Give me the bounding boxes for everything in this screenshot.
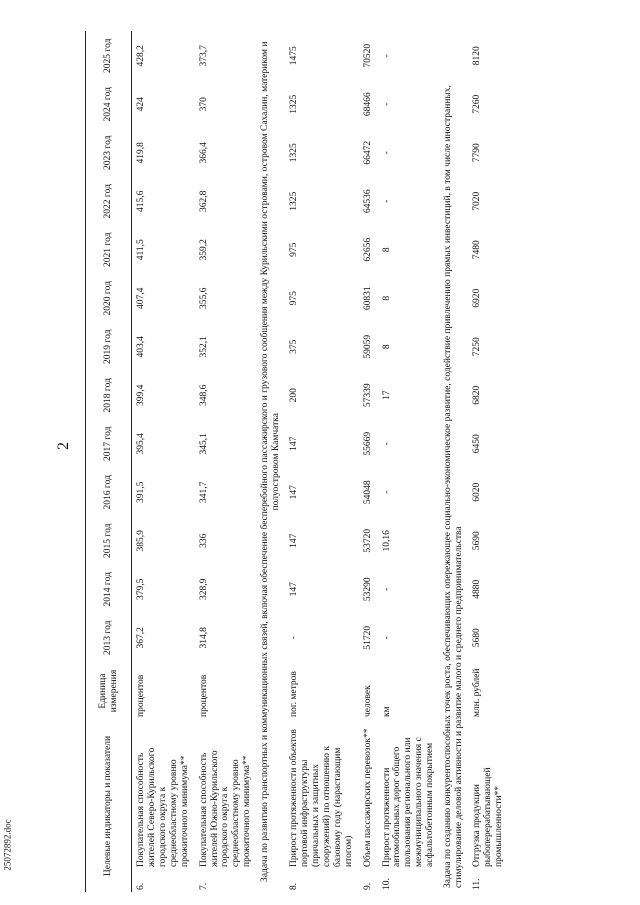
header-year: 2017 год <box>86 420 132 469</box>
unit-cell: процентов <box>198 674 209 717</box>
header-year: 2025 год <box>86 32 132 81</box>
value-cell: 6820 <box>471 385 482 405</box>
unit-cell: человек <box>362 685 373 717</box>
row-number: 9. <box>362 882 373 890</box>
value-cell: 411,5 <box>136 239 146 261</box>
value-cell: 53290 <box>362 577 373 602</box>
table-row <box>468 32 509 893</box>
value-cell: 328,9 <box>198 578 209 600</box>
value-cell: 57339 <box>362 383 373 408</box>
value-cell: 5690 <box>471 531 482 551</box>
value-cell: 385,9 <box>136 530 146 552</box>
unit-cell: км <box>381 706 392 717</box>
value-cell: 345,1 <box>198 433 209 455</box>
value-cell: - <box>381 587 392 591</box>
value-cell: 60831 <box>362 286 373 311</box>
value-cell: 4880 <box>471 579 482 599</box>
table-row <box>132 32 195 893</box>
value-cell: 373,7 <box>198 45 209 67</box>
value-cell: 5680 <box>471 628 482 648</box>
rotated-table-container <box>85 32 619 892</box>
value-cell: 415,6 <box>136 190 146 212</box>
value-cell: 8 <box>381 295 392 301</box>
table-section-growth <box>440 32 468 893</box>
value-cell: 362,8 <box>198 190 209 212</box>
value-cell: 8 <box>381 344 392 350</box>
value-cell: 1325 <box>289 191 300 211</box>
value-cell: 7790 <box>471 143 482 163</box>
value-cell: 147 <box>289 485 300 500</box>
section-title-growth: Задача по созданию конкурентоспособных точек роста, обеспечивающих опережающее социально-экономическое развитие, содействие привлечению прямых инвестиций, в том числе иностранных, стимулирование деловой активности и развитие малого и среднего предпринимательства <box>443 85 465 888</box>
value-cell: 54048 <box>362 480 373 505</box>
value-cell: 424 <box>136 97 146 112</box>
value-cell: 8 <box>381 247 392 253</box>
value-cell: 975 <box>289 242 300 257</box>
header-year: 2022 год <box>86 177 132 226</box>
value-cell: 403,4 <box>136 336 146 358</box>
row-number: 6. <box>136 882 146 890</box>
value-cell: - <box>381 151 392 155</box>
value-cell: - <box>381 490 392 494</box>
section-row <box>440 32 468 893</box>
row-number: 8. <box>289 882 300 890</box>
value-cell: 359,2 <box>198 239 209 261</box>
value-cell: 1325 <box>289 143 300 163</box>
header-unit: Единица измерения <box>86 662 132 720</box>
document-code: 25072892.doc <box>2 819 13 871</box>
value-cell: 399,4 <box>136 384 146 406</box>
value-cell: 419,8 <box>136 142 146 164</box>
value-cell: 1475 <box>289 46 300 66</box>
value-cell: 70520 <box>362 43 373 68</box>
header-year: 2016 год <box>86 468 132 517</box>
value-cell: 66472 <box>362 140 373 165</box>
value-cell: 352,1 <box>198 336 209 358</box>
value-cell: 147 <box>289 436 300 451</box>
row-number: 11. <box>471 878 482 890</box>
indicator-name: Прирост протяженности автомобильных дорог общего пользования регионального или межмуниципального значения с асфальтобетонным покрытием <box>381 737 436 867</box>
row-number: 10. <box>381 878 392 890</box>
value-cell: 6020 <box>471 482 482 502</box>
value-cell: - <box>289 636 300 640</box>
section-row <box>257 32 285 893</box>
value-cell: 55669 <box>362 431 373 456</box>
value-cell: 6920 <box>471 288 482 308</box>
table-row <box>359 32 378 893</box>
value-cell: 7480 <box>471 240 482 260</box>
value-cell: 62656 <box>362 237 373 262</box>
page-number: 2 <box>55 442 72 450</box>
table-body-c <box>468 32 509 893</box>
header-year: 2018 год <box>86 371 132 420</box>
value-cell: 395,4 <box>136 433 146 455</box>
table-row <box>195 32 258 893</box>
value-cell: 366,4 <box>198 142 209 164</box>
value-cell: 428,2 <box>136 45 146 67</box>
header-year: 2015 год <box>86 517 132 566</box>
header-year: 2019 год <box>86 323 132 372</box>
table-row <box>378 32 441 893</box>
value-cell: 7260 <box>471 94 482 114</box>
indicator-name: Объем пассажирских перевозок** <box>362 728 373 867</box>
value-cell: 391,5 <box>136 481 146 503</box>
value-cell: - <box>381 54 392 58</box>
unit-cell: пог. метров <box>289 671 300 717</box>
header-year: 2021 год <box>86 226 132 275</box>
value-cell: - <box>381 442 392 446</box>
table-section-transport <box>257 32 285 893</box>
indicator-name: Покупательная способность жителей Северо-Курильского городского округа к среднеобластному уровню прожиточного минимума** <box>136 747 190 867</box>
row-number: 7. <box>198 882 209 890</box>
indicator-name: Прирост протяженности объектов портовой инфраструктуры (причальных и защитных сооружений) по отношению к базовому году (нарастающим итогом) <box>289 729 354 867</box>
value-cell: 17 <box>381 390 392 400</box>
unit-cell: млн. рублей <box>471 668 482 717</box>
value-cell: 407,4 <box>136 287 146 309</box>
value-cell: 355,6 <box>198 287 209 309</box>
value-cell: 367,2 <box>136 627 146 649</box>
value-cell: 975 <box>289 291 300 306</box>
table-row <box>285 32 359 893</box>
unit-cell: процентов <box>136 674 146 717</box>
value-cell: 7250 <box>471 337 482 357</box>
table-header-row <box>86 32 132 893</box>
header-year: 2020 год <box>86 274 132 323</box>
header-year: 2023 год <box>86 129 132 178</box>
value-cell: 68466 <box>362 92 373 117</box>
value-cell: 336 <box>198 533 209 548</box>
value-cell: 7020 <box>471 191 482 211</box>
value-cell: 375 <box>289 339 300 354</box>
section-title-transport: Задача по развитию транспортных и коммуникационных связей, включая обеспечение бесперебойного пассажирского и грузового сообщения между Курильскими островами, островом Сахалин, материком и полуостровом Камчатка <box>260 41 282 882</box>
value-cell: - <box>381 636 392 640</box>
indicator-name: Покупательная способность жителей Южно-Курильского городского округа к среднеобластному уровню прожиточного минимума** <box>198 750 253 867</box>
header-year: 2013 год <box>86 614 132 663</box>
header-year: 2014 год <box>86 565 132 614</box>
value-cell: 6450 <box>471 434 482 454</box>
value-cell: 53720 <box>362 528 373 553</box>
value-cell: 147 <box>289 582 300 597</box>
value-cell: - <box>381 199 392 203</box>
header-year: 2024 год <box>86 80 132 129</box>
table-body-b <box>285 32 440 893</box>
value-cell: 1325 <box>289 94 300 114</box>
value-cell: - <box>381 102 392 106</box>
value-cell: 51720 <box>362 625 373 650</box>
indicators-table <box>85 32 509 893</box>
value-cell: 147 <box>289 533 300 548</box>
value-cell: 64536 <box>362 189 373 214</box>
value-cell: 8120 <box>471 46 482 66</box>
value-cell: 10,16 <box>381 530 392 552</box>
header-indicator: Целевые индикаторы и показатели <box>86 720 132 892</box>
value-cell: 341,7 <box>198 481 209 503</box>
table-body-a <box>132 32 258 893</box>
value-cell: 59059 <box>362 334 373 359</box>
value-cell: 370 <box>198 97 209 112</box>
value-cell: 379,5 <box>136 578 146 600</box>
value-cell: 314,8 <box>198 627 209 649</box>
value-cell: 348,6 <box>198 384 209 406</box>
value-cell: 200 <box>289 388 300 403</box>
indicator-name: Отгрузка продукции рыбоперерабатывающей промышленности** <box>471 767 504 867</box>
